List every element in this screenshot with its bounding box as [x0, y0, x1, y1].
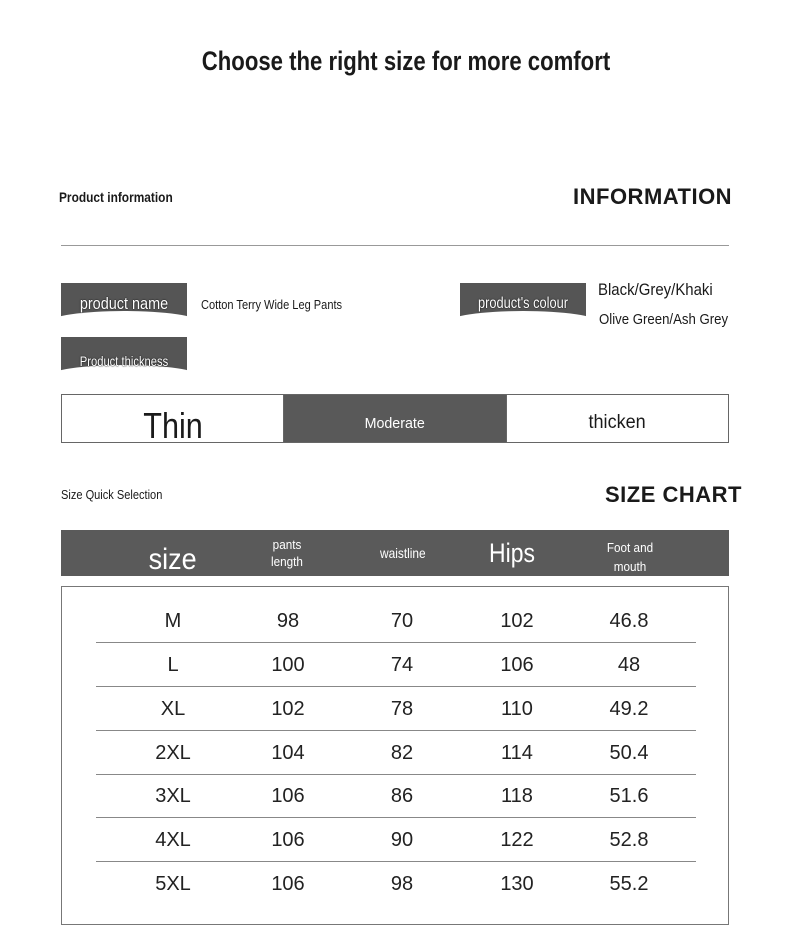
cell-hips: 118 [501, 784, 533, 807]
table-row [96, 687, 696, 731]
product-information-label: Product information [59, 189, 173, 205]
cell-size: M [164, 609, 182, 632]
size-table-header [61, 530, 729, 576]
header-label: pants length [271, 537, 303, 569]
header-label: size [148, 543, 198, 576]
header-label: Hips [489, 537, 535, 568]
cell-waistline: 74 [390, 653, 414, 676]
table-row [96, 774, 696, 818]
product-colour-line1: Black/Grey/Khaki [598, 280, 713, 299]
header-size [123, 530, 223, 576]
cell-waistline: 98 [390, 872, 414, 895]
cell-waistline: 82 [390, 741, 414, 764]
cell-pants-length: 106 [271, 828, 305, 851]
header-label: thicken [588, 411, 646, 433]
cell-hips: 110 [501, 697, 533, 720]
product-thickness-tag [61, 337, 187, 377]
cell-size: 5XL [155, 872, 191, 895]
cell-hips: 102 [500, 609, 534, 632]
table-row [96, 599, 696, 643]
cell-foot-and-mouth: 55.2 [609, 872, 649, 895]
page-title: Choose the right size for more comfort [201, 46, 611, 76]
header-label: Thin [142, 404, 203, 446]
table-row [96, 818, 696, 862]
product-name-tag-label: product name [79, 294, 169, 313]
size-table [61, 586, 729, 925]
product-colour-tag-label: product's colour [478, 295, 568, 312]
cell-size: 4XL [155, 828, 191, 851]
header-waistline [358, 530, 448, 576]
header-label: Moderate [364, 415, 426, 432]
cell-foot-and-mouth: 46.8 [609, 609, 649, 632]
product-colour-tag [460, 283, 586, 323]
cell-hips: 130 [500, 872, 534, 895]
header-pants-length [247, 530, 327, 576]
cell-foot-and-mouth: 52.8 [609, 828, 649, 851]
table-row [96, 862, 696, 906]
cell-hips: 122 [500, 828, 534, 851]
product-name-tag [61, 283, 187, 323]
cell-size: 3XL [155, 784, 191, 807]
product-thickness-tag-label: Product thickness [79, 353, 169, 369]
cell-foot-and-mouth: 51.6 [609, 784, 649, 807]
cell-pants-length: 104 [271, 741, 305, 764]
size-quick-selection-label: Size Quick Selection [61, 487, 163, 502]
cell-pants-length: 100 [271, 653, 305, 676]
cell-hips: 114 [501, 741, 533, 764]
section-divider [61, 245, 729, 246]
cell-foot-and-mouth: 50.4 [609, 741, 649, 764]
product-colour-line2: Olive Green/Ash Grey [599, 311, 729, 328]
cell-waistline: 86 [390, 784, 414, 807]
cell-waistline: 78 [390, 697, 414, 720]
cell-hips: 106 [500, 653, 534, 676]
header-hips [467, 530, 557, 576]
cell-pants-length: 102 [271, 697, 305, 720]
information-heading: INFORMATION [573, 184, 733, 209]
table-row [96, 643, 696, 687]
cell-waistline: 70 [390, 609, 414, 632]
cell-waistline: 90 [390, 828, 414, 851]
cell-pants-length: 98 [276, 609, 300, 632]
cell-foot-and-mouth: 48 [617, 653, 641, 676]
cell-pants-length: 106 [271, 872, 305, 895]
cell-size: L [167, 653, 179, 676]
table-row [96, 731, 696, 775]
thickness-option-thicken [506, 395, 728, 442]
size-chart-heading: SIZE CHART [605, 482, 742, 507]
product-name-value: Cotton Terry Wide Leg Pants [201, 297, 343, 312]
header-label: waistline [380, 545, 426, 561]
cell-size: XL [160, 697, 186, 720]
thickness-scale [61, 394, 729, 446]
header-label: Foot and mouth [606, 540, 654, 574]
cell-pants-length: 106 [271, 784, 305, 807]
cell-foot-and-mouth: 49.2 [609, 697, 649, 720]
header-foot-and-mouth [585, 530, 675, 576]
thickness-option-thin [62, 395, 283, 446]
cell-size: 2XL [155, 741, 191, 764]
thickness-option-moderate [283, 395, 505, 442]
